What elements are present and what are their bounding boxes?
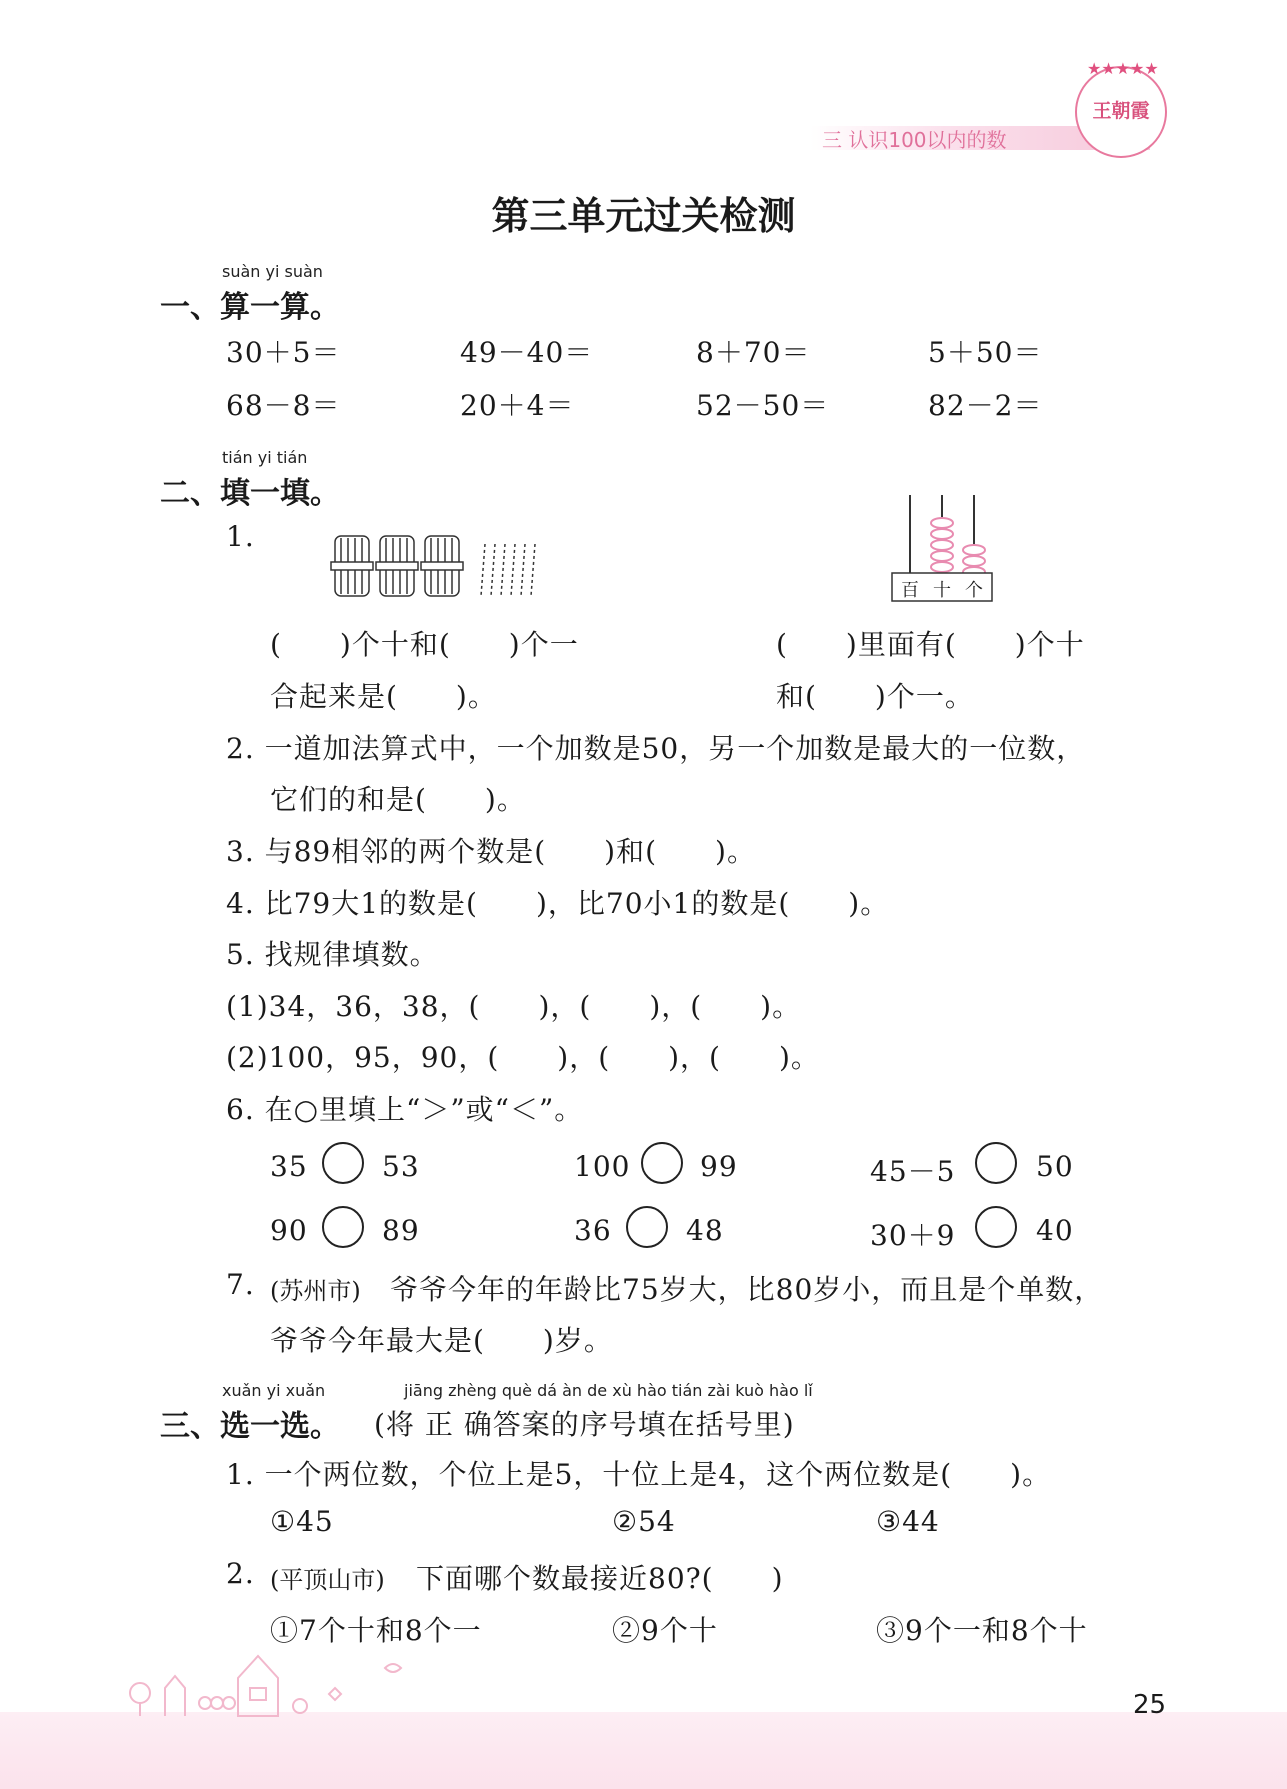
castle-decoration-icon [120,1648,440,1718]
q1-right-line1: ( )里面有( )个十 [776,628,1085,661]
compare-right: 50 [1036,1150,1074,1183]
compare-right: 99 [700,1150,738,1183]
compare-circle[interactable] [322,1142,364,1184]
compare-left: 35 [270,1150,308,1183]
section3-heading: 三、选一选。 [160,1409,340,1444]
problem-6: 20＋4＝ [460,389,575,422]
q3: 3. 与89相邻的两个数是( )和( )。 [226,835,756,868]
compare-left: 90 [270,1214,308,1247]
abacus-label-ones: 个 [965,580,983,601]
s3-q2-city: (平顶山市) [270,1566,385,1594]
compare-circle[interactable] [641,1142,683,1184]
compare-circle[interactable] [626,1206,668,1248]
q5: 5. 找规律填数。 [226,938,439,971]
s3-q1-option-1[interactable]: ①45 [270,1505,334,1538]
stick-bundles-image [325,528,565,608]
compare-left: 45－5 [870,1155,956,1188]
s3-q1-option-2[interactable]: ②54 [612,1505,676,1538]
single-sticks-icon [481,544,535,596]
page-number: 25 [1133,1690,1167,1720]
svg-text:★★★★★: ★★★★★ [1087,59,1159,78]
star-icon [1077,52,1165,82]
logo-text: 王朝霞 [1092,100,1150,122]
q2-line1: 2. 一道加法算式中，一个加数是50，另一个加数是最大的一位数， [226,732,1086,765]
problem-4: 5＋50＝ [928,336,1043,369]
compare-left: 100 [574,1150,631,1183]
section3-note: (将 正 确答案的序号填在括号里) [374,1408,795,1441]
footer-band [0,1712,1287,1789]
compare-circle[interactable] [975,1142,1017,1184]
s3-q2-option-1[interactable]: ①7个十和8个一 [270,1614,482,1647]
s3-q2-option-2[interactable]: ②9个十 [612,1614,718,1647]
q1-left-line1: ( )个十和( )个一 [270,628,579,661]
compare-circle[interactable] [975,1206,1017,1248]
q2-line2: 它们的和是( )。 [270,783,526,816]
section1-pinyin: suàn yi suàn [222,262,323,281]
s3-q2-text: 下面哪个数最接近80?( ) [416,1562,784,1595]
section3-pinyin: xuǎn yi xuǎn [222,1381,326,1400]
problem-2: 49－40＝ [460,336,594,369]
compare-circle[interactable] [322,1206,364,1248]
q7-line2: 爷爷今年最大是( )岁。 [270,1324,613,1357]
s3-q1-option-3[interactable]: ③44 [876,1505,940,1538]
problem-3: 8＋70＝ [696,336,811,369]
compare-right: 40 [1036,1214,1074,1247]
compare-left: 36 [574,1214,612,1247]
page-title: 第三单元过关检测 [491,194,796,238]
q1-left-line2: 合起来是( )。 [270,680,497,713]
q6: 6. 在○里填上“＞”或“＜”。 [226,1093,584,1126]
compare-left: 30＋9 [870,1219,956,1252]
problem-7: 52－50＝ [696,389,830,422]
section1-heading: 一、算一算。 [160,290,340,325]
q4: 4. 比79大1的数是( )，比70小1的数是( )。 [226,887,890,920]
section3-note-pinyin: jiāng zhèng què dá àn de xù hào tián zài kuò hào lǐ [404,1381,813,1400]
compare-right: 48 [686,1214,724,1247]
section2-pinyin: tián yi tián [222,448,308,467]
unit-label: 三 认识100以内的数 [822,128,1007,152]
section2-heading: 二、填一填。 [160,476,340,511]
q7-city: (苏州市) [270,1277,361,1305]
q1-right-line2: 和( )个一。 [776,680,974,713]
bundle-icon [376,536,418,596]
abacus-label-tens: 十 [933,580,951,601]
problem-5: 68－8＝ [226,389,341,422]
s3-q2-number: 2. [226,1557,255,1590]
q7-number: 7. [226,1268,255,1301]
q7-line1: 爷爷今年的年龄比75岁大，比80岁小，而且是个单数， [390,1273,1104,1306]
compare-right: 53 [382,1150,420,1183]
bundle-icon [331,536,373,596]
compare-right: 89 [382,1214,420,1247]
abacus-label-hundreds: 百 [901,580,919,601]
problem-1: 30＋5＝ [226,336,341,369]
q5-1: (1)34，36，38，( )，( )，( )。 [226,990,802,1023]
s3-q2-option-3[interactable]: ③9个一和8个十 [876,1614,1088,1647]
problem-8: 82－2＝ [928,389,1043,422]
publisher-logo [1075,59,1167,158]
q1-number: 1. [226,520,255,553]
q5-2: (2)100，95，90，( )，( )，( )。 [226,1041,820,1074]
bundle-icon [421,536,463,596]
s3-q1: 1. 一个两位数，个位上是5，十位上是4，这个两位数是( )。 [226,1458,1052,1491]
